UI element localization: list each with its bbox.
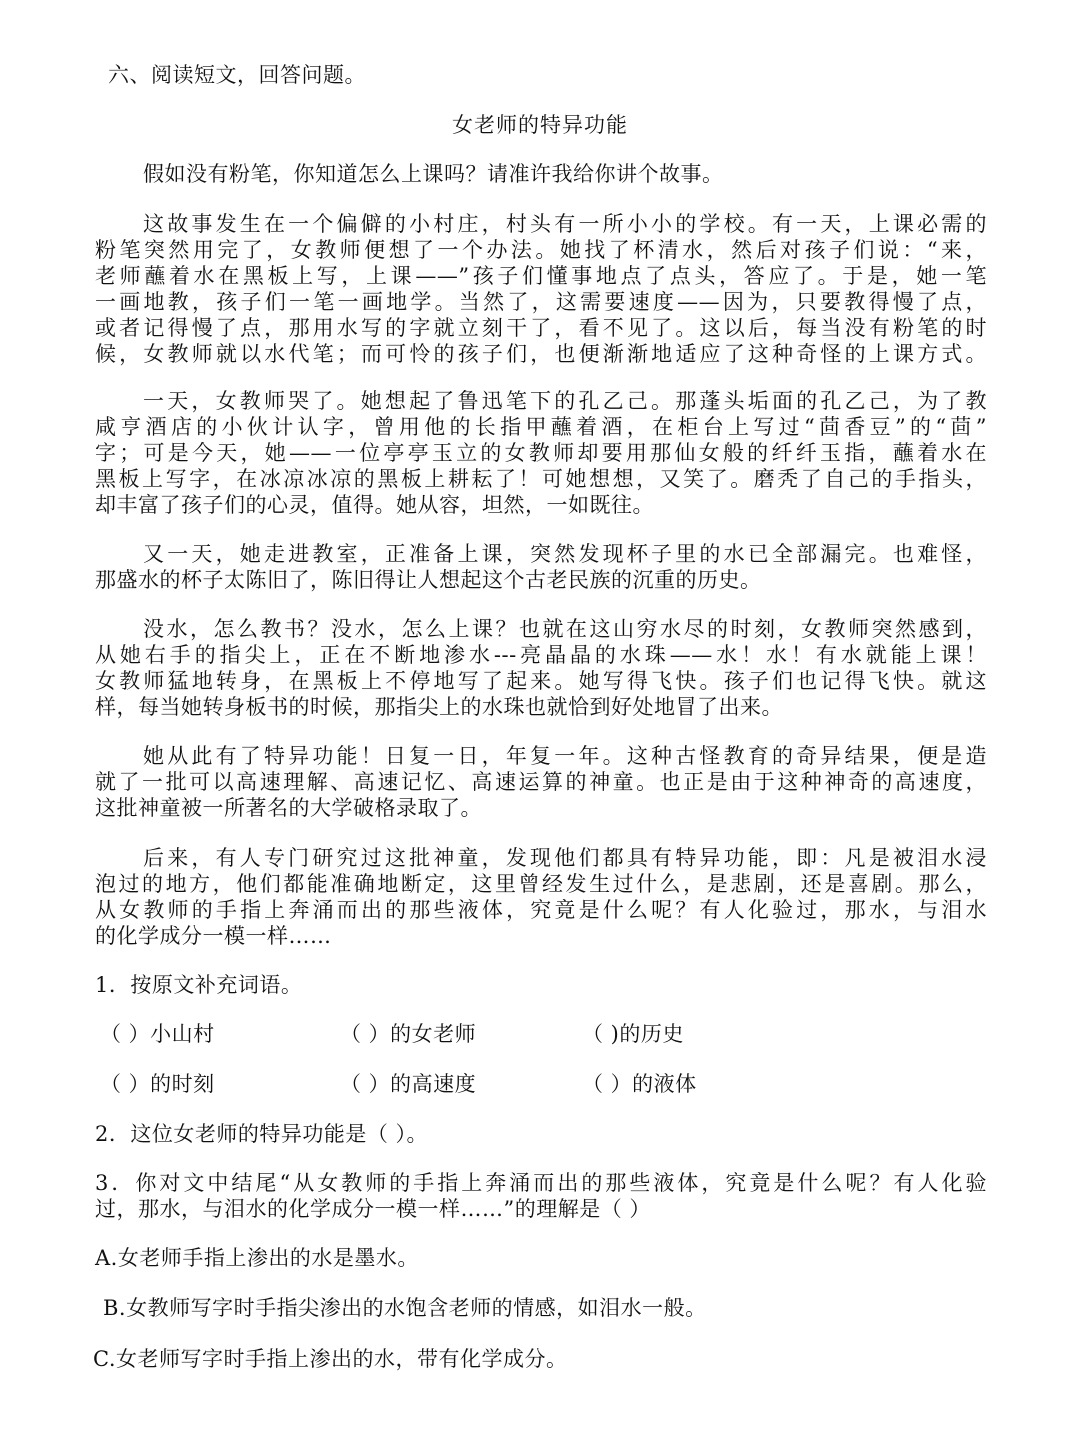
fill-blank-item[interactable]: （ ）小山村 (100, 1022, 215, 1046)
passage-line: 没水，怎么教书？没水，怎么上课？也就在这山穷水尽的时刻，女教师突然感到， (143, 617, 987, 641)
passage-line: 这故事发生在一个偏僻的小村庄，村头有一所小小的学校。有一天，上课必需的 (143, 212, 987, 236)
question-3-line[interactable]: 过，那水，与泪水的化学成分一模一样……”的理解是（ ） (95, 1197, 651, 1221)
passage-line: 或者记得慢了点，那用水写的字就立刻干了，看不见了。这以后，每当没有粉笔的时 (95, 316, 987, 340)
option-b[interactable]: B.女教师写字时手指尖渗出的水饱含老师的情感，如泪水一般。 (103, 1296, 707, 1320)
passage-line: 一画地教，孩子们一笔一画地学。当然了，这需要速度——因为，只要教得慢了点， (95, 290, 987, 314)
passage-line: 又一天，她走进教室，正准备上课，突然发现杯子里的水已全部漏完。也难怪， (143, 542, 987, 566)
passage-line: 老师蘸着水在黑板上写，上课——”孩子们懂事地点了点头，答应了。于是，她一笔 (95, 264, 987, 288)
passage-title: 女老师的特异功能 (452, 113, 628, 137)
passage-line: 的化学成分一模一样…… (95, 924, 332, 948)
passage-line: 黑板上写字，在冰凉冰凉的黑板上耕耘了！可她想想，又笑了。磨秃了自己的手指头， (95, 467, 987, 491)
passage-line: 就了一批可以高速理解、高速记忆、高速运算的神童。也正是由于这种神奇的高速度， (95, 770, 987, 794)
passage-line: 却丰富了孩子们的心灵，值得。她从容，坦然，一如既往。 (95, 493, 654, 517)
fill-blank-item[interactable]: （ ）的女老师 (340, 1022, 477, 1046)
section-heading: 六、阅读短文，回答问题。 (108, 63, 366, 87)
passage-line: 咸亨酒店的小伙计认字，曾用他的长指甲蘸着酒，在柜台上写过“茴香豆”的“茴” (95, 415, 987, 439)
fill-blank-item[interactable]: （ ）的高速度 (340, 1072, 477, 1096)
passage-line: 从她右手的指尖上，正在不断地渗水---亮晶晶的水珠——水！水！有水就能上课！ (95, 643, 987, 667)
passage-line: 假如没有粉笔，你知道怎么上课吗？请准许我给你讲个故事。 (143, 162, 724, 186)
option-c[interactable]: C.女老师写字时手指上渗出的水，带有化学成分。 (93, 1347, 568, 1371)
passage-line: 粉笔突然用完了，女教师便想了一个办法。她找了杯清水，然后对孩子们说：“来， (95, 238, 987, 262)
fill-blank-item[interactable]: （ ）的液体 (582, 1072, 697, 1096)
option-a[interactable]: A.女老师手指上渗出的水是墨水。 (95, 1246, 419, 1270)
question-3-line: 3．你对文中结尾“从女教师的手指上奔涌而出的那些液体，究竟是什么呢？有人化验 (95, 1171, 987, 1195)
passage-line: 女教师猛地转身，在黑板上不停地写了起来。她写得飞快。孩子们也记得飞快。就这 (95, 669, 987, 693)
passage-line: 一天，女教师哭了。她想起了鲁迅笔下的孔乙己。那蓬头垢面的孔乙己，为了教 (143, 389, 987, 413)
fill-blank-item[interactable]: （ )的历史 (582, 1022, 684, 1046)
passage-line: 样，每当她转身板书的时候，那指尖上的水珠也就恰到好处地冒了出来。 (95, 695, 783, 719)
passage-line: 从女教师的手指上奔涌而出的那些液体，究竟是什么呢？有人化验过，那水，与泪水 (95, 898, 987, 922)
passage-line: 候，女教师就以水代笔；而可怜的孩子们，也便渐渐地适应了这种奇怪的上课方式。 (95, 342, 987, 366)
passage-line: 后来，有人专门研究过这批神童，发现他们都具有特异功能，即：凡是被泪水浸 (143, 846, 987, 870)
question-1-prompt: 1．按原文补充词语。 (95, 973, 303, 997)
passage-line: 那盛水的杯子太陈旧了，陈旧得让人想起这个古老民族的沉重的历史。 (95, 568, 762, 592)
question-2[interactable]: 2．这位女老师的特异功能是（ ）。 (95, 1122, 429, 1146)
fill-blank-item[interactable]: （ ）的时刻 (100, 1072, 215, 1096)
passage-line: 泡过的地方，他们都能准确地断定，这里曾经发生过什么，是悲剧，还是喜剧。那么， (95, 872, 987, 896)
passage-line: 字；可是今天，她——一位亭亭玉立的女教师却要用那仙女般的纤纤玉指，蘸着水在 (95, 441, 987, 465)
passage-line: 这批神童被一所著名的大学破格录取了。 (95, 796, 482, 820)
passage-line: 她从此有了特异功能！日复一日，年复一年。这种古怪教育的奇异结果，便是造 (143, 744, 987, 768)
